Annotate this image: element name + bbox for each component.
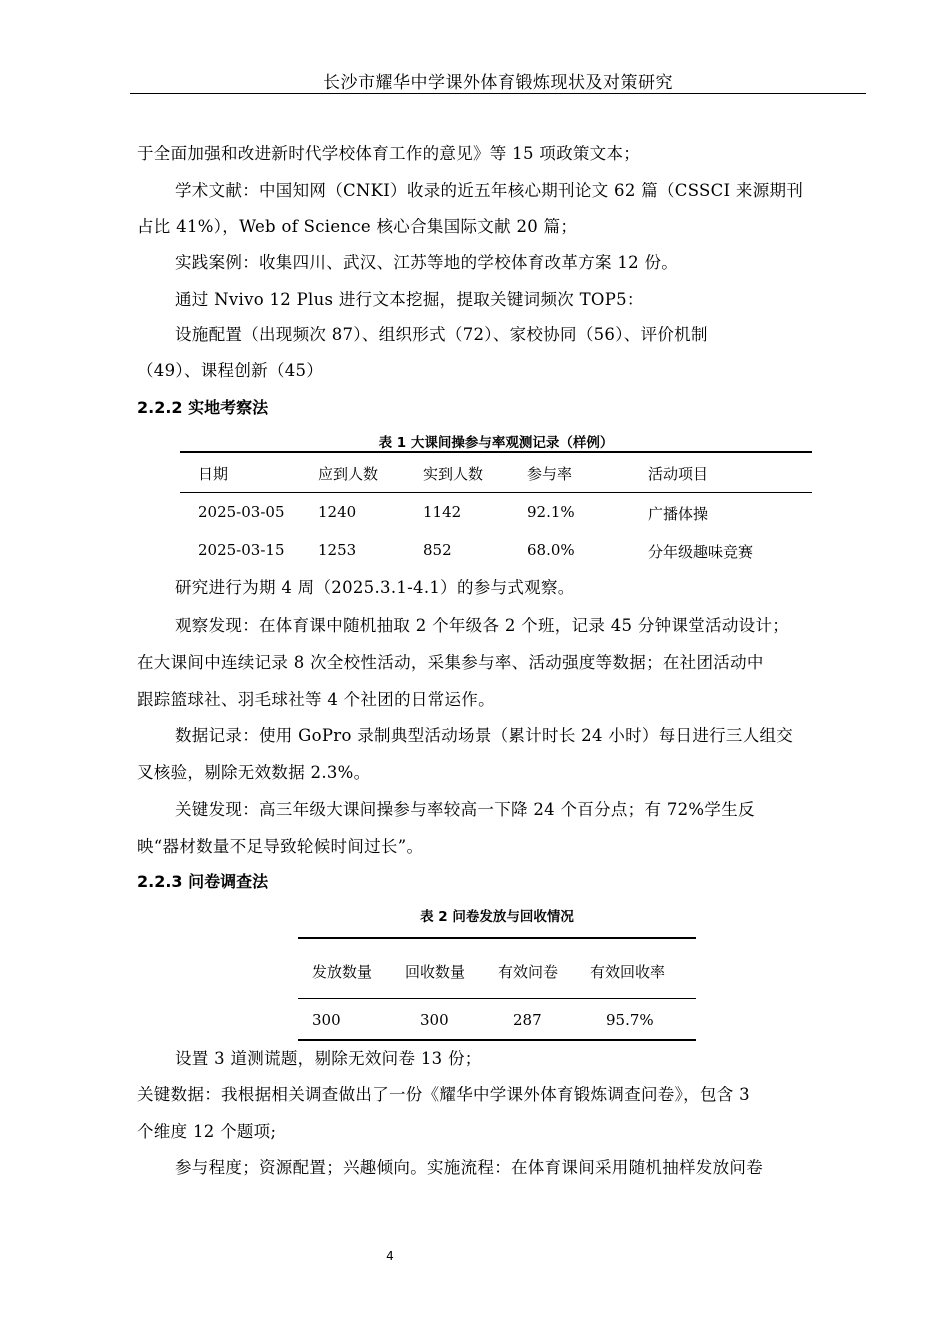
table2-cell: 300 <box>420 1011 449 1029</box>
header-rule <box>130 93 866 94</box>
table1-cell: 1142 <box>423 503 462 521</box>
paragraph-line: 学术文献：中国知网（CNKI）收录的近五年核心期刊论文 62 篇（CSSCI 来源期刊 <box>175 181 804 200</box>
table2-caption: 表 2 问卷发放与回收情况 <box>420 909 574 925</box>
paragraph-line: （49）、课程创新（45） <box>137 361 324 380</box>
table1-top-rule <box>180 451 812 453</box>
paragraph-line: 设施配置（出现频次 87）、组织形式（72）、家校协同（56）、评价机制 <box>175 325 708 344</box>
running-header-title: 长沙市耀华中学课外体育锻炼现状及对策研究 <box>323 73 673 93</box>
table2-bottom-rule <box>298 1039 696 1041</box>
paragraph-line: 通过 Nvivo 12 Plus 进行文本挖掘，提取关键词频次 TOP5： <box>175 290 644 309</box>
table1-header-cell: 活动项目 <box>648 465 709 483</box>
paragraph-line: 设置 3 道测谎题，剔除无效问卷 13 份； <box>175 1049 482 1068</box>
table1-cell: 分年级趣味竞赛 <box>648 543 754 561</box>
paragraph-line: 关键发现：高三年级大课间操参与率较高一下降 24 个百分点；有 72%学生反 <box>175 800 755 819</box>
table2-header-cell: 发放数量 <box>312 963 373 981</box>
table2-header-cell: 回收数量 <box>405 963 466 981</box>
table1-cell: 68.0% <box>527 541 575 559</box>
paragraph-line: 于全面加强和改进新时代学校体育工作的意见》等 15 项政策文本； <box>137 144 641 163</box>
table2-top-rule <box>298 937 696 939</box>
table1-header-cell: 参与率 <box>527 465 573 483</box>
paragraph-line: 关键数据：我根据相关调查做出了一份《耀华中学课外体育锻炼调查问卷》，包含 3 <box>137 1085 750 1104</box>
table1-cell: 852 <box>423 541 452 559</box>
table1-header-cell: 日期 <box>198 465 229 483</box>
paragraph-line: 实践案例：收集四川、武汉、江苏等地的学校体育改革方案 12 份。 <box>175 253 679 272</box>
page-number: 4 <box>386 1249 394 1263</box>
paragraph-line: 在大课间中连续记录 8 次全校性活动，采集参与率、活动强度等数据；在社团活动中 <box>137 653 764 672</box>
table2-cell: 287 <box>513 1011 542 1029</box>
paragraph-line: 观察发现：在体育课中随机抽取 2 个年级各 2 个班，记录 45 分钟课堂活动设计； <box>175 616 790 635</box>
table1-cell: 1240 <box>318 503 357 521</box>
table1-cell: 92.1% <box>527 503 575 521</box>
paragraph-line: 映“器材数量不足导致轮候时间过长”。 <box>137 837 424 856</box>
table2-cell: 300 <box>312 1011 341 1029</box>
table2-header-cell: 有效问卷 <box>498 963 559 981</box>
table1-cell: 1253 <box>318 541 357 559</box>
section-heading-2-2-3: 2.2.3 问卷调查法 <box>137 872 269 891</box>
paragraph-line: 占比 41%），Web of Science 核心合集国际文献 20 篇； <box>137 217 578 236</box>
paragraph-line: 研究进行为期 4 周（2025.3.1-4.1）的参与式观察。 <box>175 578 575 597</box>
table2-header-cell: 有效回收率 <box>590 963 666 981</box>
table1-cell: 2025-03-05 <box>198 503 285 521</box>
paragraph-line: 参与程度；资源配置；兴趣倾向。实施流程：在体育课间采用随机抽样发放问卷 <box>175 1158 763 1177</box>
table1-cell: 2025-03-15 <box>198 541 285 559</box>
table1-cell: 广播体操 <box>648 505 709 523</box>
paragraph-line: 数据记录：使用 GoPro 录制典型活动场景（累计时长 24 小时）每日进行三人组交 <box>175 726 794 745</box>
table1-mid-rule <box>180 492 812 493</box>
table1-header-cell: 应到人数 <box>318 465 379 483</box>
paragraph-line: 叉核验，剔除无效数据 2.3%。 <box>137 763 371 782</box>
table1-header-cell: 实到人数 <box>423 465 484 483</box>
paragraph-line: 个维度 12 个题项; <box>137 1122 277 1141</box>
table1-caption: 表 1 大课间操参与率观测记录（样例） <box>378 435 614 451</box>
paragraph-line: 跟踪篮球社、羽毛球社等 4 个社团的日常运作。 <box>137 690 495 709</box>
table2-mid-rule <box>298 998 696 999</box>
section-heading-2-2-2: 2.2.2 实地考察法 <box>137 398 269 417</box>
table2-cell: 95.7% <box>606 1011 654 1029</box>
